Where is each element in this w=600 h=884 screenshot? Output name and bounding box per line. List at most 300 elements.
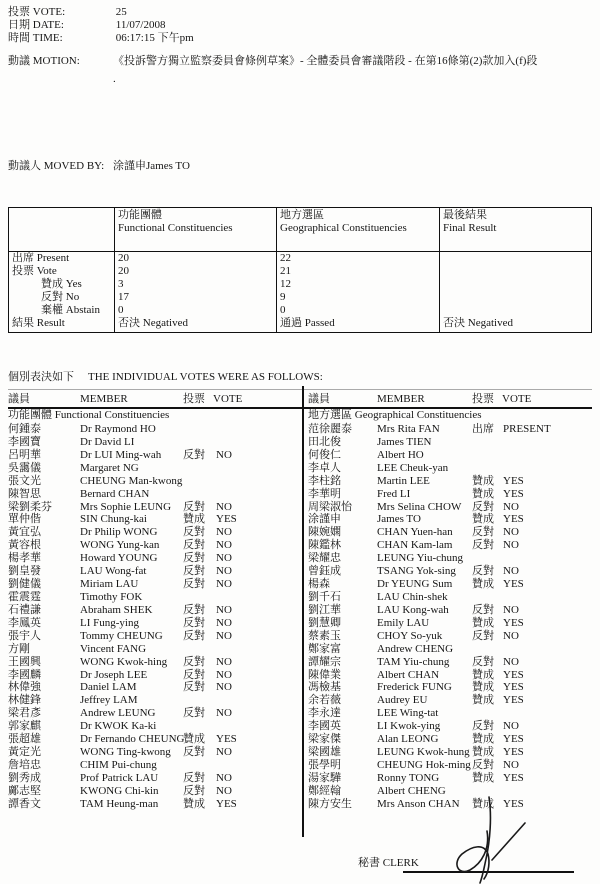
member-name-cn: 楊孝華 (8, 552, 41, 565)
summary-cell-fr (440, 291, 592, 304)
summary-cell-label: 結果 Result (9, 317, 115, 333)
member-vote-en: NO (216, 629, 232, 642)
member-name-cn: 楊森 (308, 578, 330, 591)
clerk-signature (445, 793, 585, 884)
member-vote-en: NO (216, 655, 232, 668)
geographical-section-en: Geographical Constituencies (354, 409, 482, 421)
column-divider (302, 386, 304, 837)
member-name-cn: 梁君彥 (8, 707, 41, 720)
member-name-en: Jeffrey LAM (80, 694, 138, 707)
member-vote-cn: 反對 (183, 681, 205, 694)
member-name-en: Dr David LI (80, 435, 135, 448)
member-vote-cn (472, 591, 503, 604)
summary-cell-fr: 否決 Negatived (440, 317, 592, 333)
member-vote-cn: 反對 (183, 771, 205, 784)
member-name-en: Frederick FUNG (377, 681, 452, 694)
member-vote-cn: 反對 (472, 526, 494, 539)
member-name-en: Tommy CHEUNG (80, 629, 163, 642)
member-name-en: CHAN Yuen-han (377, 526, 453, 539)
member-row (8, 681, 302, 694)
member-vote-en (216, 694, 302, 707)
member-vote-cn: 贊成 (183, 733, 205, 746)
member-name-cn: 梁家傑 (308, 733, 341, 746)
member-row (308, 643, 598, 656)
member-name-en: Dr YEUNG Sum (377, 578, 453, 591)
member-row (8, 488, 302, 501)
member-name-cn: 王國興 (8, 655, 41, 668)
member-vote-cn: 反對 (472, 720, 494, 733)
member-name-cn: 劉健儀 (8, 578, 41, 591)
summary-cell-fr (440, 304, 592, 317)
member-name-en: TAM Yiu-chung (377, 655, 450, 668)
individual-votes-heading-cn: 個別表決如下 (8, 371, 74, 383)
member-vote-cn: 贊成 (472, 487, 494, 500)
member-name-cn: 鄭經翰 (308, 784, 341, 797)
right-col-vote-cn: 投票 (472, 393, 494, 405)
summary-row (9, 291, 592, 304)
member-name-cn: 劉皇發 (8, 565, 41, 578)
member-row (8, 720, 302, 733)
member-name-cn: 涂謹申 (308, 513, 341, 526)
member-vote-cn: 反對 (183, 668, 205, 681)
member-name-cn: 陳鑑林 (308, 539, 341, 552)
member-name-cn: 李國寶 (8, 435, 41, 448)
member-row (308, 552, 598, 565)
member-vote-cn: 反對 (472, 565, 494, 578)
member-row (8, 798, 302, 811)
member-vote-cn: 贊成 (472, 797, 494, 810)
member-row (308, 746, 598, 759)
member-vote-cn (183, 423, 216, 436)
member-name-en: LEE Wing-tat (377, 707, 439, 720)
member-vote-cn: 反對 (472, 629, 494, 642)
member-name-en: Mrs Anson CHAN (377, 797, 460, 810)
member-name-en: CHOY So-yuk (377, 629, 443, 642)
member-name-cn: 黃定光 (8, 746, 41, 759)
summary-cell-gc: 12 (277, 278, 440, 291)
member-row (308, 513, 598, 526)
member-name-en: Mrs Rita FAN (377, 423, 440, 435)
member-vote-cn: 贊成 (472, 681, 494, 694)
member-name-en: WONG Kwok-hing (80, 655, 168, 668)
member-row (308, 617, 598, 630)
summary-cell-label: 棄權 Abstain (9, 304, 115, 317)
member-vote-en (216, 423, 302, 436)
member-vote-en: NO (503, 500, 519, 513)
summary-row (9, 252, 592, 266)
member-name-cn: 湯家驊 (308, 771, 341, 784)
functional-section-cn: 功能團體 (8, 409, 52, 421)
member-name-cn: 單仲偕 (8, 513, 41, 526)
member-name-cn: 周梁淑怡 (308, 500, 352, 513)
member-row (8, 617, 302, 630)
member-name-cn: 李鳳英 (8, 616, 41, 629)
member-vote-cn (472, 552, 503, 565)
member-name-cn: 鄺志堅 (8, 784, 41, 797)
summary-header-empty (9, 208, 115, 252)
member-name-cn: 余若薇 (308, 694, 341, 707)
member-name-en: Timothy FOK (80, 590, 143, 603)
member-vote-cn: 贊成 (472, 616, 494, 629)
geographical-section-title (308, 409, 482, 422)
member-vote-en: NO (216, 681, 232, 694)
member-vote-cn: 贊成 (472, 694, 494, 707)
time-value: 06:17:15 下午pm (115, 32, 194, 44)
member-row (8, 526, 302, 539)
member-vote-cn: 贊成 (183, 513, 205, 526)
summary-row (9, 278, 592, 291)
member-vote-en: YES (503, 771, 524, 784)
summary-row (9, 265, 592, 278)
functional-section-title (8, 409, 169, 422)
member-vote-en (503, 591, 598, 604)
member-name-cn: 范徐麗泰 (308, 423, 352, 435)
left-col-member-en: MEMBER (80, 393, 128, 405)
member-row (308, 423, 598, 436)
member-vote-cn: 反對 (472, 500, 494, 513)
member-name-cn: 張宇人 (8, 629, 41, 642)
member-row (308, 733, 598, 746)
member-name-en: Martin LEE (377, 474, 430, 487)
member-vote-en: NO (216, 448, 232, 461)
member-name-en: Andrew CHENG (377, 642, 454, 655)
member-name-en: Dr Fernando CHEUNG (80, 733, 185, 746)
member-vote-en: YES (503, 474, 524, 487)
member-vote-en (503, 449, 598, 462)
member-row (8, 565, 302, 578)
member-name-en: Margaret NG (80, 461, 139, 474)
member-vote-en: NO (503, 603, 519, 616)
member-vote-cn: 反對 (183, 616, 205, 629)
member-vote-en: NO (216, 578, 232, 591)
member-vote-cn (472, 449, 503, 462)
member-name-cn: 張學明 (308, 758, 341, 771)
summary-cell-fc: 17 (115, 291, 277, 304)
member-row (8, 656, 302, 669)
left-col-vote-en: VOTE (213, 393, 243, 405)
member-vote-cn: 反對 (183, 603, 205, 616)
member-name-en: LI Kwok-ying (377, 720, 441, 733)
member-name-cn: 李華明 (308, 487, 341, 500)
member-name-en: Mrs Selina CHOW (377, 500, 462, 513)
member-row (8, 746, 302, 759)
member-row (8, 462, 302, 475)
member-name-en: Miriam LAU (80, 578, 139, 591)
member-row (308, 565, 598, 578)
member-name-en: SIN Chung-kai (80, 513, 147, 526)
member-vote-cn (472, 643, 503, 656)
summary-header-functional-cn: 功能團體 (118, 209, 162, 221)
member-vote-en: NO (216, 707, 232, 720)
summary-cell-fc: 3 (115, 278, 277, 291)
member-vote-en (503, 707, 598, 720)
geographical-section-cn: 地方選區 (308, 409, 352, 421)
member-name-cn: 陳方安生 (308, 797, 352, 810)
member-vote-cn: 反對 (472, 603, 494, 616)
summary-cell-gc: 通過 Passed (277, 317, 440, 333)
member-name-cn: 吳靄儀 (8, 461, 41, 474)
member-vote-cn (472, 462, 503, 475)
member-vote-en: NO (503, 629, 519, 642)
member-vote-cn: 反對 (183, 539, 205, 552)
member-vote-en: NO (216, 526, 232, 539)
member-name-cn: 李柱銘 (308, 474, 341, 487)
member-vote-en: NO (503, 720, 519, 733)
summary-header-final-en: Final Result (443, 222, 497, 234)
motion-label: 動議 MOTION: (8, 55, 80, 67)
member-row (8, 423, 302, 436)
member-name-en: Albert CHAN (377, 668, 440, 681)
summary-header-functional (115, 208, 277, 252)
member-vote-en: YES (503, 578, 524, 591)
member-row (8, 669, 302, 682)
member-name-cn: 鄭家富 (308, 642, 341, 655)
summary-header-geographical-en: Geographical Constituencies (280, 222, 407, 234)
member-name-cn: 詹培忠 (8, 758, 41, 771)
member-name-en: TAM Heung-man (80, 797, 159, 810)
member-vote-cn: 贊成 (183, 797, 205, 810)
member-name-cn: 林健鋒 (8, 694, 41, 707)
time-label: 時間 TIME: (8, 32, 63, 44)
member-name-cn: 方剛 (8, 642, 30, 655)
summary-cell-label: 投票 Vote (9, 265, 115, 278)
member-name-cn: 陳婉嫻 (308, 526, 341, 539)
member-name-en: CHIM Pui-chung (80, 758, 157, 771)
member-name-cn: 李永達 (308, 707, 341, 720)
time-row (8, 32, 194, 45)
member-name-en: Bernard CHAN (80, 487, 150, 500)
member-row (8, 513, 302, 526)
member-name-cn: 霍震霆 (8, 590, 41, 603)
member-vote-cn (183, 436, 216, 449)
member-name-en: LAU Kong-wah (377, 603, 449, 616)
member-row (308, 669, 598, 682)
summary-row (9, 304, 592, 317)
member-name-en: Emily LAU (377, 616, 430, 629)
member-name-en: CHAN Kam-lam (377, 539, 453, 552)
member-vote-cn: 反對 (183, 655, 205, 668)
date-value: 11/07/2008 (115, 19, 166, 31)
member-row (308, 694, 598, 707)
member-vote-en (503, 643, 598, 656)
member-vote-en: NO (503, 655, 519, 668)
summary-header-geographical (277, 208, 440, 252)
moved-by-label: 動議人 MOVED BY: (8, 160, 105, 172)
member-name-en: Ronny TONG (377, 771, 440, 784)
member-name-en: James TO (377, 513, 421, 526)
member-vote-en: YES (503, 668, 524, 681)
member-name-cn: 曾鈺成 (308, 565, 341, 578)
member-name-cn: 蔡素玉 (308, 629, 341, 642)
summary-cell-fr (440, 252, 592, 266)
summary-cell-fr (440, 278, 592, 291)
member-vote-en: YES (503, 733, 524, 746)
member-vote-en (216, 591, 302, 604)
member-name-en: James TIEN (377, 435, 432, 448)
member-vote-en: NO (503, 539, 519, 552)
member-name-en: Audrey EU (377, 694, 428, 707)
member-name-cn: 黃容根 (8, 539, 41, 552)
member-name-cn: 黃宜弘 (8, 526, 41, 539)
member-vote-en: NO (503, 758, 519, 771)
summary-cell-fc: 20 (115, 252, 277, 266)
member-row (308, 526, 598, 539)
member-vote-cn (183, 475, 216, 488)
member-row (308, 772, 598, 785)
member-name-en: Prof Patrick LAU (80, 771, 159, 784)
member-name-en: Dr Joseph LEE (80, 668, 148, 681)
member-vote-cn: 出席 (472, 423, 494, 435)
member-name-cn: 林偉強 (8, 681, 41, 694)
summary-cell-fc: 否決 Negatived (115, 317, 277, 333)
member-name-en: Vincent FANG (80, 642, 147, 655)
member-name-en: Mrs Sophie LEUNG (80, 500, 172, 513)
member-row (308, 449, 598, 462)
member-vote-en: NO (503, 565, 519, 578)
member-name-cn: 李國麟 (8, 668, 41, 681)
member-vote-en: NO (503, 526, 519, 539)
member-vote-cn: 贊成 (472, 474, 494, 487)
member-name-cn: 陳智思 (8, 487, 41, 500)
member-vote-en: PRESENT (503, 423, 551, 435)
member-row (308, 488, 598, 501)
member-name-cn: 劉慧卿 (308, 616, 341, 629)
member-vote-cn: 贊成 (472, 733, 494, 746)
member-row (8, 785, 302, 798)
member-vote-cn: 贊成 (472, 668, 494, 681)
member-vote-en: YES (216, 733, 237, 746)
member-name-en: LEUNG Yiu-chung (377, 552, 464, 565)
member-name-cn: 梁耀忠 (308, 552, 341, 565)
member-row (8, 436, 302, 449)
vote-number-value: 25 (115, 6, 127, 18)
member-vote-cn: 反對 (183, 629, 205, 642)
member-vote-en (216, 759, 302, 772)
motion-text: 《投訴警方獨立監察委員會條例草案》- 全體委員會審議階段 - 在第16條第(2)款加入(f)段 (113, 55, 538, 67)
date-label: 日期 DATE: (8, 19, 64, 31)
member-row (308, 591, 598, 604)
member-row (308, 475, 598, 488)
summary-cell-gc: 21 (277, 265, 440, 278)
summary-cell-fr (440, 265, 592, 278)
member-row (8, 591, 302, 604)
summary-cell-fc: 20 (115, 265, 277, 278)
member-name-cn: 梁國雄 (308, 746, 341, 759)
member-vote-cn: 反對 (183, 578, 205, 591)
member-vote-cn: 贊成 (472, 746, 494, 759)
right-col-member-en: MEMBER (377, 393, 425, 405)
member-vote-en (216, 475, 302, 488)
member-row (8, 539, 302, 552)
right-col-vote-en: VOTE (502, 393, 532, 405)
member-name-en: WONG Ting-kwong (80, 746, 171, 759)
member-vote-en: YES (216, 513, 237, 526)
member-vote-en: YES (216, 797, 237, 810)
member-row (308, 604, 598, 617)
member-name-en: WONG Yung-kan (80, 539, 160, 552)
member-vote-cn (183, 643, 216, 656)
summary-header-functional-en: Functional Constituencies (118, 222, 233, 234)
member-name-en: Andrew LEUNG (80, 707, 156, 720)
member-row (308, 707, 598, 720)
member-name-en: Dr LUI Ming-wah (80, 448, 162, 461)
member-name-en: KWONG Chi-kin (80, 784, 159, 797)
right-col-member-cn: 議員 (308, 393, 330, 405)
member-name-cn: 劉千石 (308, 590, 341, 603)
clerk-label: 秘書 CLERK (358, 857, 419, 869)
summary-cell-label: 贊成 Yes (9, 278, 115, 291)
member-vote-en: NO (216, 771, 232, 784)
member-name-cn: 譚香文 (8, 797, 41, 810)
member-vote-en: YES (503, 513, 524, 526)
member-vote-cn: 反對 (183, 552, 205, 565)
member-name-cn: 李卓人 (308, 461, 341, 474)
vote-summary-table (8, 207, 592, 333)
member-vote-en: YES (503, 681, 524, 694)
left-col-member-cn: 議員 (8, 393, 30, 405)
member-name-cn: 何鍾泰 (8, 423, 41, 435)
member-name-cn: 何俊仁 (308, 448, 341, 461)
member-row (308, 630, 598, 643)
member-row (8, 772, 302, 785)
moved-by-value: 涂謹申James TO (113, 160, 190, 172)
member-vote-en: NO (216, 565, 232, 578)
member-row (8, 578, 302, 591)
member-name-cn: 劉秀成 (8, 771, 41, 784)
vote-number-row (8, 6, 127, 19)
member-name-cn: 李國英 (308, 720, 341, 733)
member-vote-cn: 贊成 (472, 578, 494, 591)
member-name-en: TSANG Yok-sing (377, 565, 456, 578)
member-vote-cn: 反對 (183, 526, 205, 539)
member-vote-en (216, 436, 302, 449)
summary-cell-label: 反對 No (9, 291, 115, 304)
member-vote-cn (183, 720, 216, 733)
summary-header-final (440, 208, 592, 252)
functional-section-en: Functional Constituencies (54, 409, 170, 421)
member-name-en: Albert HO (377, 448, 424, 461)
summary-row (9, 317, 592, 333)
member-vote-en (216, 720, 302, 733)
member-vote-cn: 反對 (472, 655, 494, 668)
member-name-en: LI Fung-ying (80, 616, 139, 629)
member-row (8, 501, 302, 514)
member-row (308, 720, 598, 733)
member-name-en: CHEUNG Hok-ming (377, 758, 471, 771)
member-vote-en: NO (216, 616, 232, 629)
member-name-en: Alan LEONG (377, 733, 439, 746)
member-vote-en (216, 488, 302, 501)
member-vote-en: NO (216, 500, 232, 513)
member-name-cn: 梁劉柔芬 (8, 500, 52, 513)
summary-header-final-cn: 最後結果 (443, 209, 487, 221)
date-row (8, 19, 165, 32)
member-name-en: LAU Chin-shek (377, 590, 448, 603)
member-row (8, 604, 302, 617)
summary-header-row (9, 208, 592, 252)
summary-cell-gc: 9 (277, 291, 440, 304)
member-row (308, 436, 598, 449)
member-row (8, 449, 302, 462)
left-col-vote-cn: 投票 (183, 393, 205, 405)
member-name-en: Howard YOUNG (80, 552, 158, 565)
member-vote-cn: 反對 (472, 539, 494, 552)
geographical-members-list (308, 423, 598, 811)
member-vote-cn: 反對 (183, 448, 205, 461)
member-name-cn: 張文光 (8, 474, 41, 487)
member-vote-cn: 反對 (183, 784, 205, 797)
member-row (308, 501, 598, 514)
